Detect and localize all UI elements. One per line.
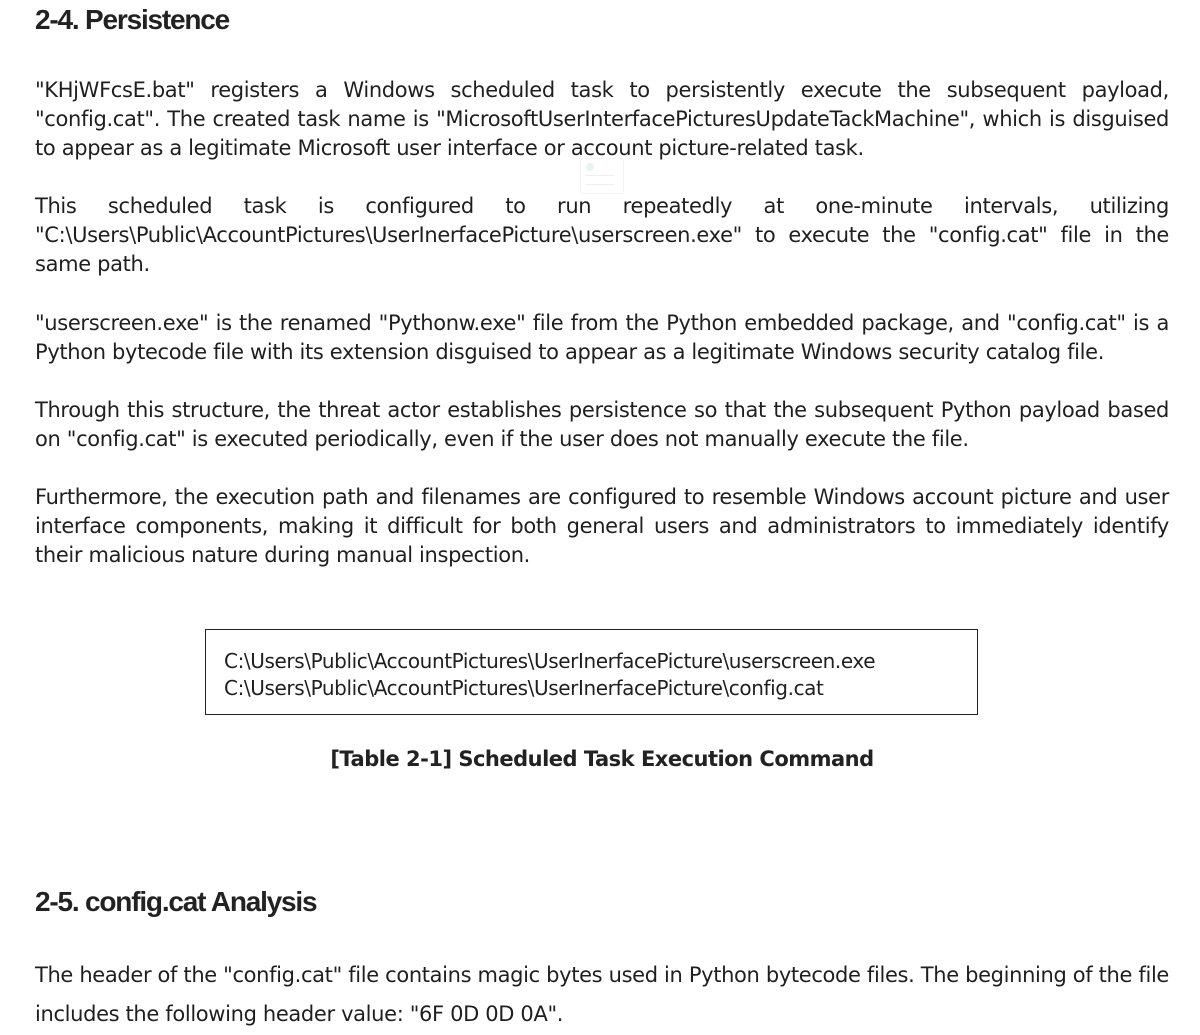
paragraph-config-header: The header of the "config.cat" file contains magic bytes used in Python bytecode files. The beginning of the file includes the following header value: "6F 0D 0D 0A". <box>35 963 1169 1026</box>
section-heading-config-analysis: 2-5. config.cat Analysis <box>35 886 317 917</box>
paragraph-userscreen-description: "userscreen.exe" is the renamed "Pythonw.exe" file from the Python embedded package, and "config.cat" is a Python bytecode file with its extension disguised to appear as a legitimate Windows security catalog file. <box>35 311 1169 364</box>
paragraph-disguise-explanation: Furthermore, the execution path and filenames are configured to resemble Windows account picture and user interface components, making it difficult for both general users and administrators to immediately identify their malicious nature during manual inspection. <box>35 485 1169 567</box>
command-line-config: C:\Users\Public\AccountPictures\UserInerfacePicture\config.cat <box>224 676 824 700</box>
paragraph-scheduled-task-registration: "KHjWFcsE.bat" registers a Windows scheduled task to persistently execute the subsequent payload, "config.cat". The created task name is "MicrosoftUserInterfacePicturesUpdateTackMachine", which is disguised to appear as a legitimate Microsoft user interface or account picture-related task. <box>35 78 1169 160</box>
paragraph-task-interval: This scheduled task is configured to run repeatedly at one-minute intervals, utilizing "C:\Users\Public\AccountPictures\UserInerfacePicture\userscreen.exe" to execute the "config.cat" file in the same path. <box>35 194 1169 276</box>
table-caption: [Table 2-1] Scheduled Task Execution Command <box>330 747 874 771</box>
faint-thumbnail-image <box>580 158 624 194</box>
command-table-box <box>205 629 978 715</box>
paragraph-persistence-structure: Through this structure, the threat actor establishes persistence so that the subsequent Python payload based on "config.cat" is executed periodically, even if the user does not manually execute the file. <box>35 398 1169 451</box>
command-line-userscreen: C:\Users\Public\AccountPictures\UserInerfacePicture\userscreen.exe <box>224 649 876 673</box>
section-heading-persistence: 2-4. Persistence <box>35 4 230 35</box>
